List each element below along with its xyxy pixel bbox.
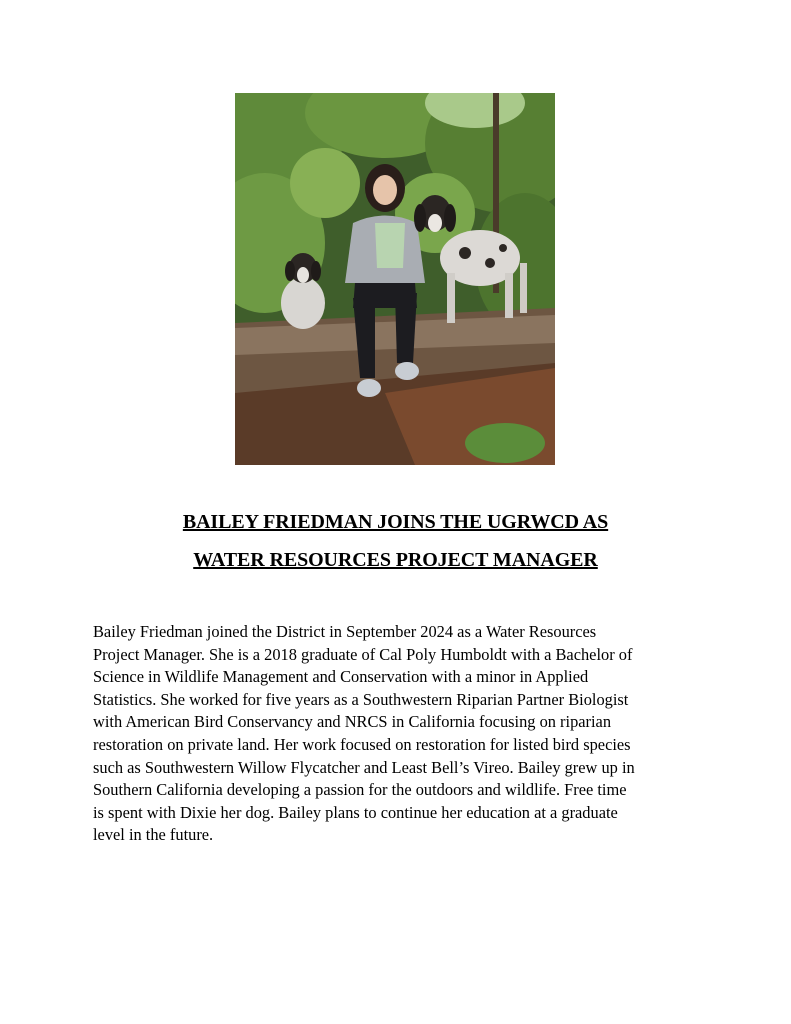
bio-paragraph [93,621,733,847]
bio-line: Project Manager. She is a 2018 graduate of Cal Poly Humboldt with a Bachelor of [93,644,633,664]
headline-line-1: BAILEY FRIEDMAN JOINS THE UGRWCD AS [182,511,609,533]
bio-line: Science in Wildlife Management and Conservation with a minor in Applied [93,667,589,687]
bio-line: Southern California developing a passion for the outdoors and wildlife. Free time [93,780,627,800]
bio-line: with American Bird Conservancy and NRCS in California focusing on riparian [93,712,612,732]
profile-photo-illustration [235,93,555,465]
bio-line: Bailey Friedman joined the District in September 2024 as a Water Resources [93,622,597,641]
bio-line: Statistics. She worked for five years as a Southwestern Riparian Partner Biologist [93,689,629,709]
profile-photo [235,93,555,465]
headline-line-2: WATER RESOURCES PROJECT MANAGER [193,549,598,571]
bio-line: level in the future. [93,825,214,845]
bio-line: such as Southwestern Willow Flycatcher and Least Bell’s Vireo. Bailey grew up in [93,757,635,777]
bio-line: restoration on private land. Her work focused on restoration for listed bird species [93,734,631,754]
bio-line: is spent with Dixie her dog. Bailey plans to continue her education at a graduate [93,802,618,822]
